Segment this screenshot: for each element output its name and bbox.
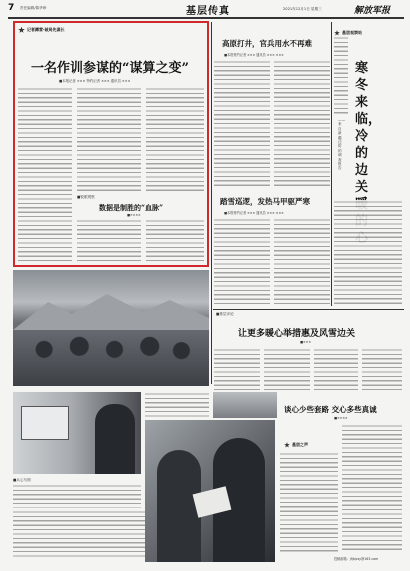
bottom-right-body-b (342, 424, 402, 552)
bottom-right-body-a (280, 452, 338, 552)
mid-body-b (274, 218, 330, 306)
masthead (8, 3, 404, 17)
control-room-photo (13, 392, 141, 474)
article-body-col3 (146, 87, 204, 191)
article-title: 一名作训参谋的“谋算之变” (31, 61, 189, 76)
feature-headline: 寒冬来临，冷的边关 (355, 61, 382, 195)
commentary-tag: ■基层评论 (216, 312, 234, 316)
mid-title: 踏雪巡逻，发热马甲驱严寒 (220, 197, 310, 206)
top-mid-byline: ■本报特约记者 ××× 通讯员 ××× ××× (224, 53, 284, 57)
top-mid-title: 高原打井，官兵用水不再难 (222, 39, 312, 48)
commentary-body-c (314, 348, 358, 390)
discussion-photo (145, 420, 275, 562)
star-icon (18, 27, 25, 34)
masthead-divider (8, 17, 404, 19)
soldier-group (23, 325, 199, 386)
column-divider-left (211, 22, 212, 384)
article-body-col2 (77, 87, 141, 191)
highlighted-article[interactable] (13, 21, 209, 267)
top-mid-body-a (214, 60, 270, 188)
soldiers-photo (13, 270, 209, 386)
page-number: 7 (8, 3, 15, 13)
article-byline: ■本报记者 ××× 特约记者 ××× 通讯员 ××× (59, 79, 131, 83)
sub-article-title: 数据是制胜的“血脉” (99, 203, 164, 212)
commentary-divider (213, 309, 404, 310)
soldier-silhouette (95, 404, 135, 474)
feature-subhead: ——来自新疆边防的调查报告 (338, 118, 346, 171)
commentary-body-a (214, 348, 260, 390)
section-title: 基层传真 (186, 6, 230, 17)
masthead-date: 2021年12月1日 星期三 (283, 7, 322, 11)
screen-shape (21, 406, 69, 440)
commentary-title: 让更多暖心举措惠及风雪边关 (238, 329, 356, 339)
photo-caption-tag: ■兵心写照 (13, 478, 31, 482)
column-divider-right (331, 22, 332, 306)
feature-tag: 基层观察站 (334, 30, 362, 36)
sub-article-body-a (77, 219, 141, 263)
footer-email: 投稿邮箱：jfjbjczy@163.com (334, 557, 379, 561)
article-body-col1 (18, 87, 72, 263)
commentary-body-d (362, 348, 402, 390)
bottom-right-byline: ■×××× (334, 416, 348, 420)
sub-article-body-b (146, 219, 204, 263)
bottom-right-title: 谈心少些套路 交心多些真诚 (284, 405, 377, 414)
training-photo (213, 392, 277, 418)
commentary-byline: ■××× (300, 340, 312, 344)
bottom-right-tag: 基层之声 (284, 442, 308, 448)
feature-body-a (334, 36, 348, 116)
mountain-shape (13, 290, 209, 330)
paper-name: 解放军报 (354, 6, 391, 16)
photo-caption-text (13, 484, 141, 508)
soldier-left (157, 450, 201, 562)
sub-article-byline: ■×××× (127, 213, 141, 217)
feature-body-b (334, 200, 402, 306)
section-label: 责任编辑/陈华珍 (20, 6, 47, 10)
mid-body-a (214, 218, 270, 306)
top-mid-body-b (274, 60, 330, 188)
article-tag: 记者蹲营·破局先谋长 (18, 26, 65, 34)
sub-article-tag: ■锐眼观察 (77, 195, 95, 199)
bottom-star-icon (284, 442, 290, 448)
mid-byline: ■本报特约记者 ××× 通讯员 ××× ××× (224, 211, 284, 215)
commentary-body-b (264, 348, 310, 390)
